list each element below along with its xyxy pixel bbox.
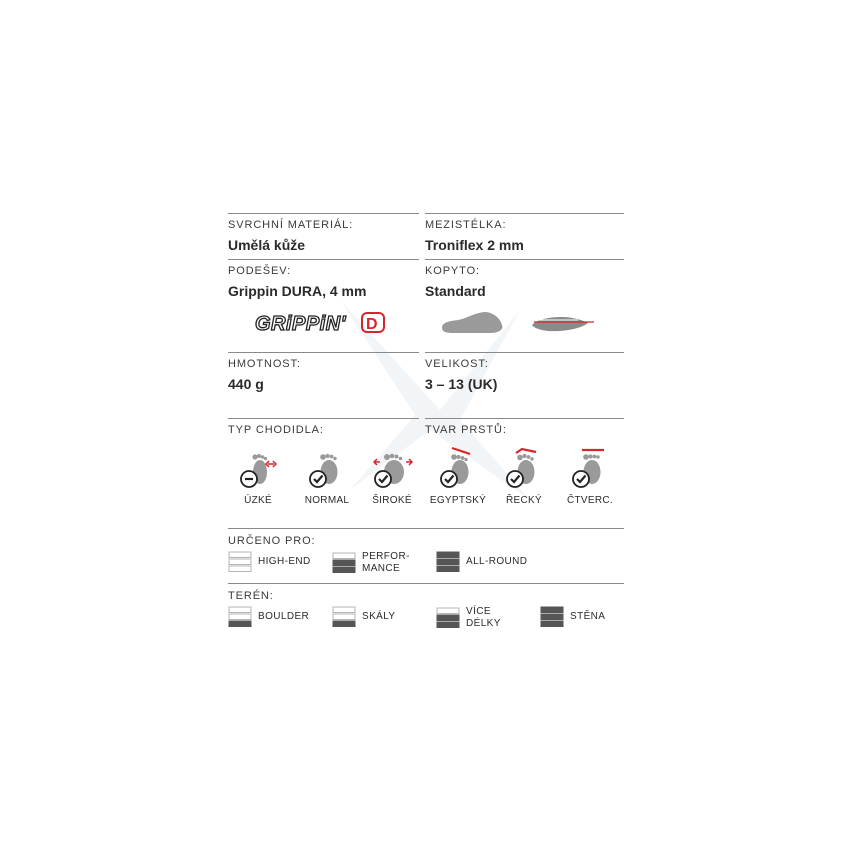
intended-all-round (436, 551, 527, 573)
weight-label: HMOTNOST: (228, 358, 301, 370)
level-text: VÍCE (466, 606, 491, 617)
level-bars-icon (436, 551, 460, 573)
level-bars-icon (228, 551, 252, 573)
terrain-wall (540, 606, 605, 628)
shoe-profile-icon (528, 308, 598, 336)
toe-shape-item (560, 446, 620, 506)
divider (228, 352, 419, 353)
level-text: STĚNA (570, 611, 606, 622)
foot-type-item (297, 446, 357, 506)
level-bar-empty (229, 552, 251, 558)
foot-type-name: NORMAL (304, 495, 350, 506)
level-bar-empty (229, 614, 251, 620)
level-bar-empty (333, 553, 355, 559)
divider (425, 213, 624, 214)
level-text: ALL-ROUND (466, 556, 528, 567)
square-toe-icon (568, 446, 612, 492)
level-bar-empty (333, 607, 355, 613)
size-label: VELIKOST: (425, 358, 489, 370)
divider (425, 259, 624, 260)
level-text: BOULDER (258, 611, 310, 622)
upper-label: SVRCHNÍ MATERIÁL: (228, 219, 354, 231)
egyptian-toe-icon (436, 446, 480, 492)
terrain-boulder (228, 606, 309, 628)
weight-value: 440 g (228, 376, 264, 392)
sole-value: Grippin DURA, 4 mm (228, 283, 367, 299)
wide-foot-icon (370, 446, 414, 492)
level-bar-filled (541, 621, 563, 627)
foot-type-name: ÚZKÉ (244, 495, 272, 506)
level-bar-filled (437, 615, 459, 621)
level-bar-filled (229, 621, 251, 627)
terrain-label: TERÉN: (228, 590, 274, 602)
level-bars-icon (332, 552, 356, 574)
level-bars-icon (332, 606, 356, 628)
shoe-side-icon (438, 308, 506, 336)
level-bars-icon (436, 607, 460, 629)
toe-shape-item (494, 446, 554, 506)
divider (228, 213, 419, 214)
divider (228, 583, 624, 584)
upper-value: Umělá kůže (228, 237, 306, 253)
toe-shape-name: ŘECKÝ (506, 495, 542, 506)
level-bar-filled (437, 559, 459, 565)
level-bar-filled (333, 567, 355, 573)
divider (228, 528, 624, 529)
level-bar-empty (437, 608, 459, 614)
divider (425, 418, 624, 419)
last-label: KOPYTO: (425, 265, 480, 277)
narrow-foot-icon (236, 446, 280, 492)
level-bar-filled (437, 566, 459, 572)
toe-shape-name: EGYPTSKÝ (429, 495, 487, 506)
last-value: Standard (425, 283, 486, 299)
level-text: MANCE (362, 563, 401, 574)
level-bar-filled (437, 552, 459, 558)
grippin-logo (253, 308, 389, 336)
level-bars-icon (228, 606, 252, 628)
sole-label: PODEŠEV: (228, 265, 292, 277)
toe-shape-item (428, 446, 488, 506)
intended-for-label: URČENO PRO: (228, 535, 316, 547)
greek-toe-icon (502, 446, 546, 492)
divider (228, 259, 419, 260)
normal-foot-icon (305, 446, 349, 492)
foot-type-item (362, 446, 422, 506)
level-text: PERFOR- (362, 551, 410, 562)
level-bar-empty (333, 614, 355, 620)
size-value: 3 – 13 (UK) (425, 376, 498, 392)
level-bar-empty (229, 559, 251, 565)
level-bar-filled (333, 621, 355, 627)
divider (228, 418, 419, 419)
level-bar-filled (437, 622, 459, 628)
foot-type-item (228, 446, 288, 506)
midsole-value: Troniflex 2 mm (425, 237, 524, 253)
svg-text:D: D (366, 316, 378, 333)
intended-performance (332, 551, 410, 575)
toe-shape-name: ČTVERC. (567, 495, 613, 506)
midsole-label: MEZISTÉLKA: (425, 219, 507, 231)
level-bars-icon (540, 606, 564, 628)
foot-type-name: ŠIROKÉ (372, 495, 412, 506)
level-bar-empty (229, 607, 251, 613)
level-bar-filled (333, 560, 355, 566)
intended-high-end (228, 551, 311, 573)
level-text: HIGH-END (258, 556, 311, 567)
svg-text:GRiPPiN': GRiPPiN' (255, 313, 346, 335)
terrain-rocks (332, 606, 396, 628)
level-bar-filled (541, 607, 563, 613)
level-bar-empty (229, 566, 251, 572)
divider (425, 352, 624, 353)
toe-shape-label: TVAR PRSTŮ: (425, 424, 507, 436)
foot-type-label: TYP CHODIDLA: (228, 424, 324, 436)
level-text: SKÁLY (362, 611, 396, 622)
level-text: DÉLKY (466, 618, 501, 629)
terrain-multipitch (436, 606, 501, 630)
level-bar-filled (541, 614, 563, 620)
